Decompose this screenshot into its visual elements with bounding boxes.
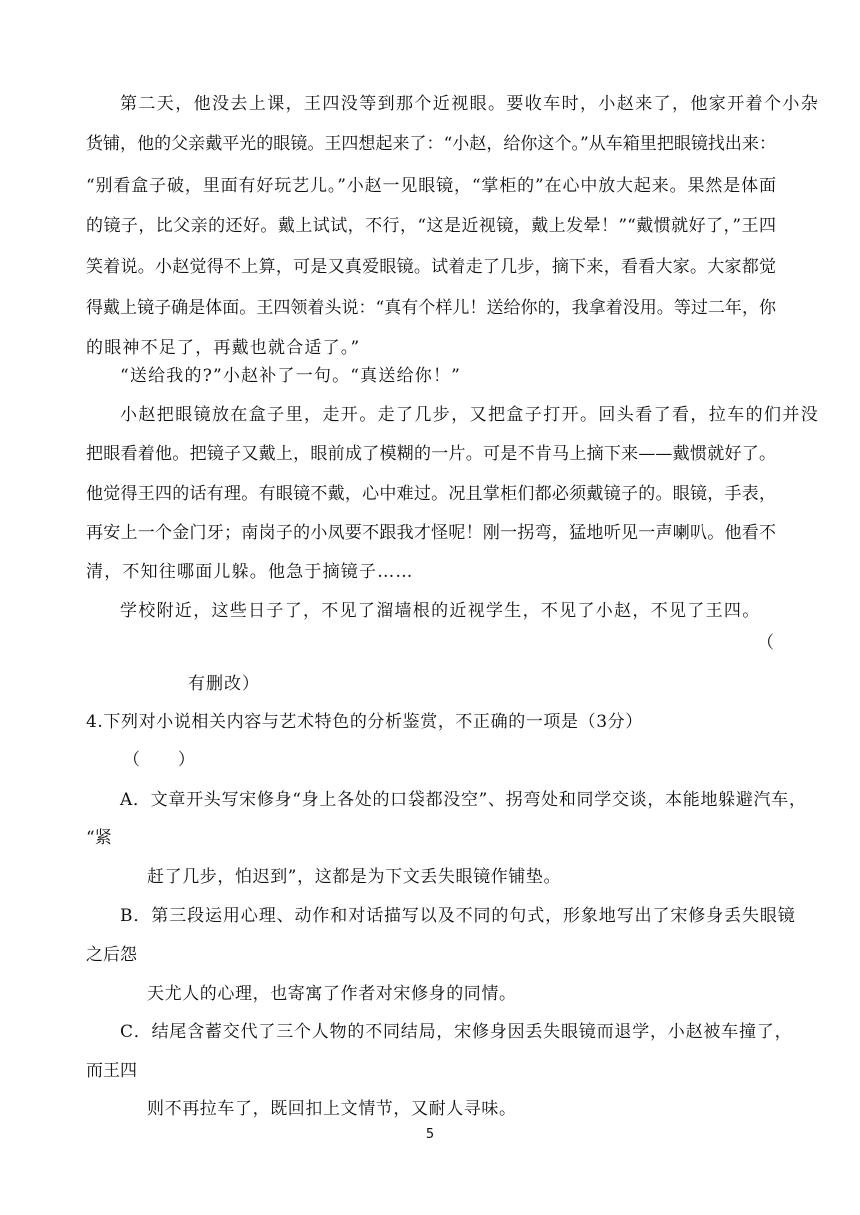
passage-line: 小赵把眼镜放在盒子里，走开。走了几步，又把盒子打开。回头看了看，拉车的们并没	[120, 405, 820, 425]
page-number: 5	[425, 1127, 435, 1142]
passage-line: 把眼看着他。把镜子又戴上，眼前成了模糊的一片。可是不肯马上摘下来——戴惯就好了。	[86, 444, 776, 464]
passage-line: 他觉得王四的话有理。有眼镜不戴，心中难过。况且掌柜们都必须戴镜子的。眼镜，手表，	[86, 484, 776, 504]
passage-line: 再安上一个金门牙；南岗子的小凤要不跟我才怪呢！刚一拐弯，猛地听见一声喇叭。他看不	[86, 523, 776, 543]
option-b: B．第三段运用心理、动作和对话描写以及不同的句式，形象地写出了宋修身丢失眼镜	[120, 906, 796, 926]
option-c: C．结尾含蓄交代了三个人物的不同结局，宋修身因丢失眼镜而退学，小赵被车撞了，	[120, 1022, 793, 1042]
passage-line: “送给我的?”小赵补了一句。“真送给你！”	[120, 366, 462, 386]
option-c: 而王四	[86, 1061, 137, 1081]
option-a: 赶了几步，怕迟到”，这都是为下文丢失眼镜作铺垫。	[147, 867, 562, 887]
question-stem: 4.下列对小说相关内容与艺术特色的分析鉴赏，不正确的一项是（3分）	[86, 712, 643, 732]
passage-line: 第二天，他没去上课，王四没等到那个近视眼。要收车时，小赵来了，他家开着个小杂	[120, 94, 820, 114]
passage-line: 清，不知往哪面儿躲。他急于摘镜子……	[86, 562, 414, 582]
passage-line: 学校附近，这些日子了，不见了溜墙根的近视学生，不见了小赵，不见了王四。	[120, 601, 761, 621]
option-b: 之后怨	[86, 945, 137, 965]
answer-blank: （ ）	[123, 750, 195, 770]
source-note: 有删改）	[188, 674, 260, 694]
source-note-open: （	[757, 633, 774, 653]
option-a: A．文章开头写宋修身“身上各处的口袋都没空”、拐弯处和同学交谈，本能地躲避汽车，	[120, 790, 807, 810]
passage-line: 笑着说。小赵觉得不上算，可是又真爱眼镜。试着走了几步，摘下来，看看大家。大家都觉	[86, 257, 776, 277]
passage-line: “别看盒子破，里面有好玩艺儿。”小赵一见眼镜，“掌柜的”在心中放大起来。果然是体面	[86, 176, 776, 196]
passage-line: 货铺，他的父亲戴平光的眼镜。王四想起来了：“小赵，给你这个。”从车箱里把眼镜找出来：	[86, 134, 776, 154]
passage-line: 的镜子，比父亲的还好。戴上试试，不行，“这是近视镜，戴上发晕！”“戴惯就好了，”王四	[86, 216, 776, 236]
option-c: 则不再拉车了，既回扣上文情节，又耐人寻味。	[147, 1099, 517, 1119]
passage-line: 得戴上镜子确是体面。王四领着头说：“真有个样儿！送给你的，我拿着没用。等过二年，你	[86, 298, 776, 318]
option-a: “紧	[86, 828, 112, 848]
option-b: 天尤人的心理，也寄寓了作者对宋修身的同情。	[147, 984, 517, 1004]
passage-line: 的眼神不足了，再戴也就合适了。”	[86, 338, 361, 358]
